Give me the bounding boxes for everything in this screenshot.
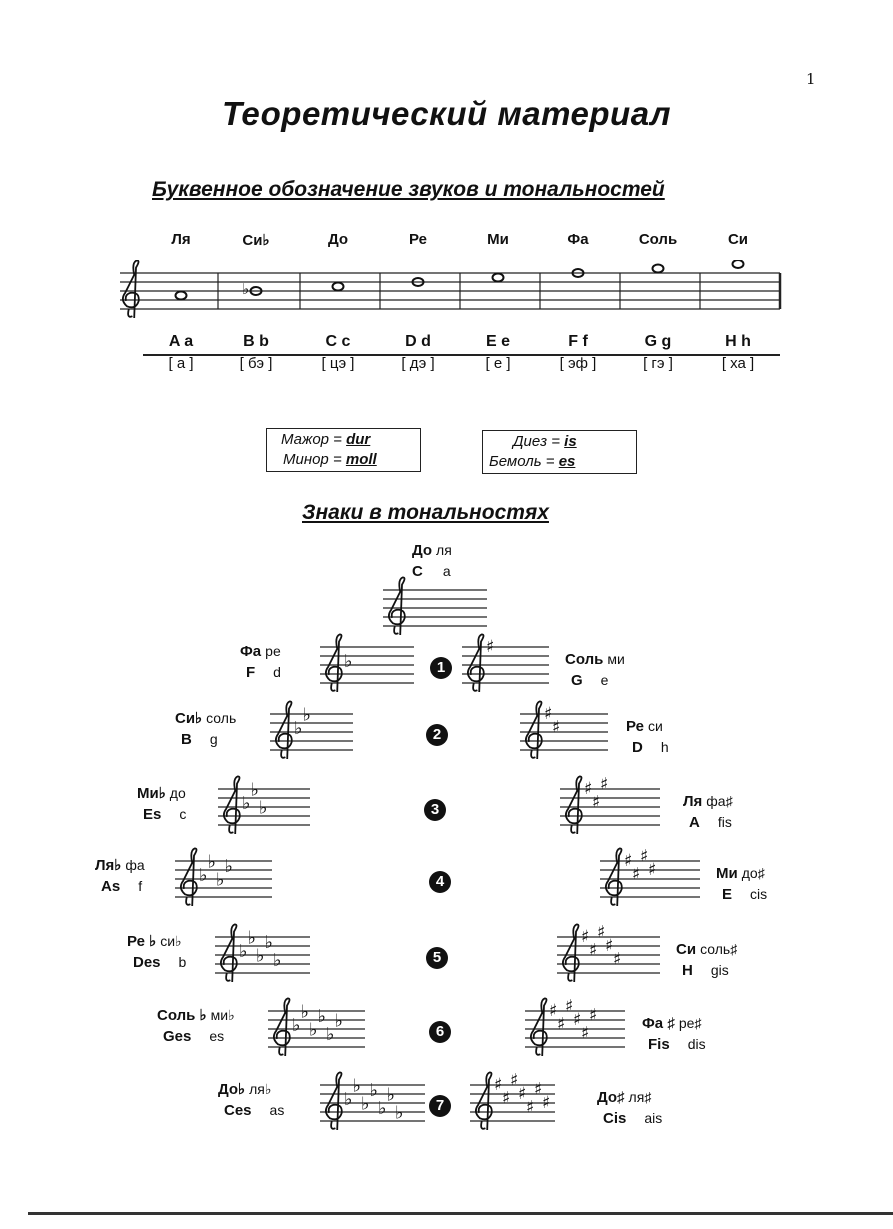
- minor: es: [209, 1028, 225, 1044]
- major: Ges: [163, 1028, 192, 1045]
- sharp-key-staff: [600, 843, 700, 923]
- note-letters: H h: [725, 333, 751, 350]
- whole-note: [733, 260, 744, 268]
- major-ru: Соль: [565, 651, 604, 668]
- flat-accidental-icon: ♭: [292, 1015, 301, 1036]
- major: Fis: [648, 1036, 670, 1053]
- sharp-accidental-icon: ♯: [605, 936, 614, 956]
- minor-ru: до: [169, 785, 186, 801]
- flat-accidental-icon: ♭: [386, 1084, 395, 1106]
- note-letters: A a: [168, 333, 194, 350]
- accidental-count-badge: 1: [430, 657, 452, 679]
- flat-key-label: [127, 931, 186, 973]
- sharp-accidental-icon: ♯: [648, 860, 657, 880]
- minor: f: [138, 878, 143, 894]
- section-heading-keys: Знаки в тональностях: [302, 501, 549, 524]
- minor-ru: ля: [436, 542, 452, 558]
- divider-line: [143, 354, 780, 356]
- minor: fis: [717, 814, 732, 830]
- major: B: [181, 731, 192, 748]
- sharp-accidental-icon: ♯: [486, 637, 495, 657]
- note-letters: G g: [644, 333, 672, 350]
- note-name: Соль: [638, 231, 678, 248]
- minor-ru: си♭: [160, 933, 182, 949]
- sharp-accidental-icon: ♯: [584, 779, 593, 799]
- flat-accidental-icon: ♭: [273, 950, 282, 971]
- sharp-key-staff: [557, 919, 660, 999]
- minor-ru: фа♯: [706, 793, 733, 809]
- major-ru: Ля: [683, 793, 703, 810]
- flat-key-label: [95, 855, 145, 897]
- minor-ru: ля♭: [249, 1081, 272, 1097]
- sharp-key-label: [683, 791, 733, 833]
- major: G: [571, 672, 583, 689]
- major-ru: Ля♭: [95, 857, 122, 874]
- flat-accidental-icon: ♭: [326, 1024, 335, 1045]
- page-title: Теоретический материал: [221, 95, 671, 132]
- note-pron: [ бэ ]: [239, 355, 273, 372]
- note-pron: [ а ]: [168, 355, 194, 372]
- note-name: Фа: [567, 231, 589, 248]
- minor-value: moll: [345, 451, 377, 468]
- note-pron: [ дэ ]: [401, 355, 435, 372]
- sharp-accidental-icon: ♯: [518, 1084, 527, 1104]
- sharp-accidental-icon: ♯: [640, 846, 649, 867]
- flat-key-label: [157, 1005, 235, 1047]
- minor: as: [269, 1102, 285, 1118]
- flat-accidental-icon: ♭: [369, 1080, 378, 1101]
- major: F: [246, 664, 256, 681]
- flat-accidental-icon: ♭: [344, 651, 353, 672]
- flat-accidental-icon: ♭: [224, 856, 233, 877]
- whole-note: [242, 280, 262, 298]
- sharp-accidental-icon: ♯: [573, 1010, 582, 1030]
- flat-accidental-icon: ♭: [344, 1089, 353, 1110]
- minor-label: Минор =: [283, 451, 342, 468]
- flat-accidental-icon: ♭: [256, 945, 265, 967]
- sharp-key-label: [716, 863, 767, 905]
- note-letters: D d: [405, 333, 431, 350]
- sharp-accidental-icon: ♯: [581, 1023, 590, 1044]
- sharp-accidental-icon: ♯: [542, 1093, 551, 1113]
- sharp-accidental-icon: ♯: [526, 1097, 535, 1118]
- minor-ru: ми: [607, 651, 625, 667]
- flat-value: es: [558, 453, 576, 470]
- major: E: [722, 886, 733, 903]
- note-name: Ре: [409, 231, 427, 248]
- sharp-key-staff: [520, 696, 608, 776]
- sharp-key-staff: [560, 771, 660, 851]
- note-pron: [ ха ]: [721, 355, 755, 372]
- flat-accidental-icon: ♭: [216, 869, 225, 891]
- sharp-accidental-icon: ♯: [494, 1075, 503, 1095]
- flat-accidental-icon: ♭: [259, 797, 268, 819]
- sharp-accidental-icon: ♯: [632, 864, 641, 885]
- major-label: Мажор =: [281, 431, 342, 448]
- whole-note: [333, 283, 344, 291]
- major: H: [682, 962, 693, 979]
- sharp-accidental-icon: ♯: [600, 774, 609, 795]
- flat-accidental-icon: ♭: [395, 1102, 404, 1124]
- minor-ru: ре♯: [678, 1015, 702, 1031]
- accidental-count-badge: 5: [426, 947, 448, 969]
- major: As: [101, 878, 121, 895]
- flat-accidental-icon: ♭: [302, 704, 311, 726]
- sharp-accidental-icon: ♯: [613, 949, 622, 970]
- minor: ais: [644, 1110, 663, 1126]
- note-name: Ля: [171, 231, 191, 248]
- flat-key-label: [175, 708, 236, 750]
- note-letters: C c: [325, 333, 351, 350]
- note-name: Си♭: [242, 232, 270, 249]
- flat-accidental-icon: ♭: [334, 1010, 343, 1032]
- major-ru: Фа ♯: [642, 1015, 675, 1032]
- flat-accidental-icon: ♭: [264, 932, 273, 953]
- minor: a: [442, 563, 451, 579]
- note-letters: B b: [243, 333, 269, 350]
- minor: cis: [750, 886, 768, 902]
- sharp-key-label: [626, 716, 669, 758]
- sharp-accidental-icon: ♯: [510, 1070, 519, 1091]
- minor-ru: соль: [206, 710, 237, 726]
- sharp-accidental-icon: ♯: [624, 851, 633, 871]
- whole-note: [176, 292, 187, 300]
- minor: g: [209, 731, 218, 747]
- accidental-count-badge: 7: [429, 1095, 451, 1117]
- sharp-accidental-icon: ♯: [557, 1014, 566, 1035]
- note-pron: [ цэ ]: [321, 355, 355, 372]
- minor-ru: си: [647, 718, 663, 734]
- flat-key-staff: [175, 843, 272, 923]
- main-staff: [118, 260, 788, 325]
- major-ru: До♯: [597, 1089, 625, 1106]
- sharp-key-label: [642, 1013, 706, 1055]
- flat-accidental-icon: ♭: [300, 1001, 309, 1023]
- minor: e: [600, 672, 609, 688]
- flat-accidental-icon: ♭: [250, 779, 259, 801]
- flat-accidental-icon: ♭: [352, 1075, 361, 1097]
- sharp-label: Диез =: [513, 433, 560, 450]
- note-name: До: [327, 231, 349, 248]
- sharp-accidental-icon: ♯: [589, 1005, 598, 1026]
- accidental-count-badge: 2: [426, 724, 448, 746]
- sharp-accidental-icon: ♯: [589, 940, 598, 961]
- flat-key-staff: [218, 771, 310, 851]
- major-ru: До: [412, 542, 433, 559]
- note-name: Ми: [487, 231, 509, 248]
- major: D: [632, 739, 643, 756]
- sharp-key-label: [676, 939, 737, 981]
- flat-key-staff: [215, 919, 310, 999]
- minor: d: [273, 664, 281, 680]
- sharp-accidental-icon: ♯: [552, 717, 561, 738]
- flat-key-staff: [270, 696, 353, 776]
- major-ru: Ре ♭: [127, 933, 157, 950]
- sharp-accidental-icon: ♯: [502, 1088, 511, 1109]
- major: Es: [143, 806, 162, 823]
- major-ru: До♭: [218, 1081, 246, 1098]
- major-minor-legend: [266, 428, 421, 472]
- accidental-count-badge: 6: [429, 1021, 451, 1043]
- major: A: [689, 814, 700, 831]
- sharp-accidental-icon: ♯: [565, 996, 574, 1017]
- minor-ru: до♯: [741, 865, 765, 881]
- sharp-accidental-icon: ♯: [534, 1079, 543, 1100]
- major-ru: Ре: [626, 718, 644, 735]
- major-ru: Ми: [716, 865, 738, 882]
- major-ru: Соль ♭: [157, 1007, 207, 1024]
- major-ru: Ми♭: [137, 785, 166, 802]
- minor-ru: фа: [125, 857, 145, 873]
- minor: dis: [687, 1036, 706, 1052]
- minor-ru: ля♯: [628, 1089, 652, 1105]
- minor: b: [178, 954, 187, 970]
- note-pron: [ е ]: [485, 355, 511, 372]
- flat-accidental-icon: ♭: [242, 793, 251, 814]
- flat-accidental-icon: ♭: [207, 851, 216, 873]
- accidental-count-badge: 3: [424, 799, 446, 821]
- sharp-key-staff: [470, 1067, 555, 1147]
- flat-accidental-icon: ♭: [361, 1093, 370, 1115]
- flat-accidental-icon: ♭: [199, 865, 208, 886]
- flat-key-label: [240, 641, 281, 683]
- flat-accidental-icon: ♭: [317, 1006, 326, 1027]
- sharp-key-staff: [525, 993, 625, 1073]
- major-ru: Фа: [240, 643, 262, 660]
- major-ru: Си: [676, 941, 697, 958]
- whole-note: [653, 265, 664, 273]
- bottom-rule: [28, 1212, 893, 1215]
- sharp-accidental-icon: ♯: [581, 927, 590, 947]
- accidental-count-badge: 4: [429, 871, 451, 893]
- sharp-value: is: [564, 433, 577, 450]
- sharp-key-label: [565, 649, 625, 691]
- flat-label: Бемоль =: [489, 453, 555, 470]
- sharp-key-label: [597, 1087, 662, 1129]
- flat-key-staff: [320, 1067, 425, 1147]
- whole-note: [493, 274, 504, 282]
- sharp-flat-legend: [482, 430, 637, 474]
- flat-icon: ♭: [242, 280, 250, 298]
- minor: gis: [710, 962, 729, 978]
- sharp-accidental-icon: ♯: [592, 792, 601, 813]
- flat-accidental-icon: ♭: [378, 1098, 387, 1119]
- sharp-accidental-icon: ♯: [549, 1001, 558, 1021]
- flat-accidental-icon: ♭: [294, 718, 303, 739]
- note-pron: [ эф ]: [559, 355, 597, 372]
- note-letters: F f: [568, 333, 588, 350]
- major-value: dur: [346, 431, 371, 448]
- major: Ces: [224, 1102, 252, 1119]
- major: C: [412, 563, 423, 580]
- flat-accidental-icon: ♭: [309, 1019, 318, 1041]
- sharp-accidental-icon: ♯: [597, 922, 606, 943]
- flat-key-label: [137, 783, 186, 825]
- page-number: 1: [806, 70, 816, 88]
- flat-key-label: [218, 1079, 284, 1121]
- flat-accidental-icon: ♭: [247, 927, 256, 949]
- flat-key-staff: [268, 993, 365, 1073]
- minor-ru: ми♭: [210, 1007, 235, 1023]
- section-heading-letters: Буквенное обозначение звуков и тональностей: [152, 178, 665, 201]
- note-name: Си: [727, 231, 749, 248]
- note-pron: [ гэ ]: [643, 355, 673, 372]
- flat-accidental-icon: ♭: [239, 941, 248, 962]
- note-letters: E e: [485, 333, 510, 350]
- minor-ru: ре: [265, 643, 281, 659]
- major: Cis: [603, 1110, 627, 1127]
- major: Des: [133, 954, 161, 971]
- minor-ru: соль♯: [700, 941, 738, 957]
- minor: h: [660, 739, 669, 755]
- minor: c: [179, 806, 187, 822]
- sharp-accidental-icon: ♯: [544, 704, 553, 724]
- major-ru: Си♭: [175, 710, 203, 727]
